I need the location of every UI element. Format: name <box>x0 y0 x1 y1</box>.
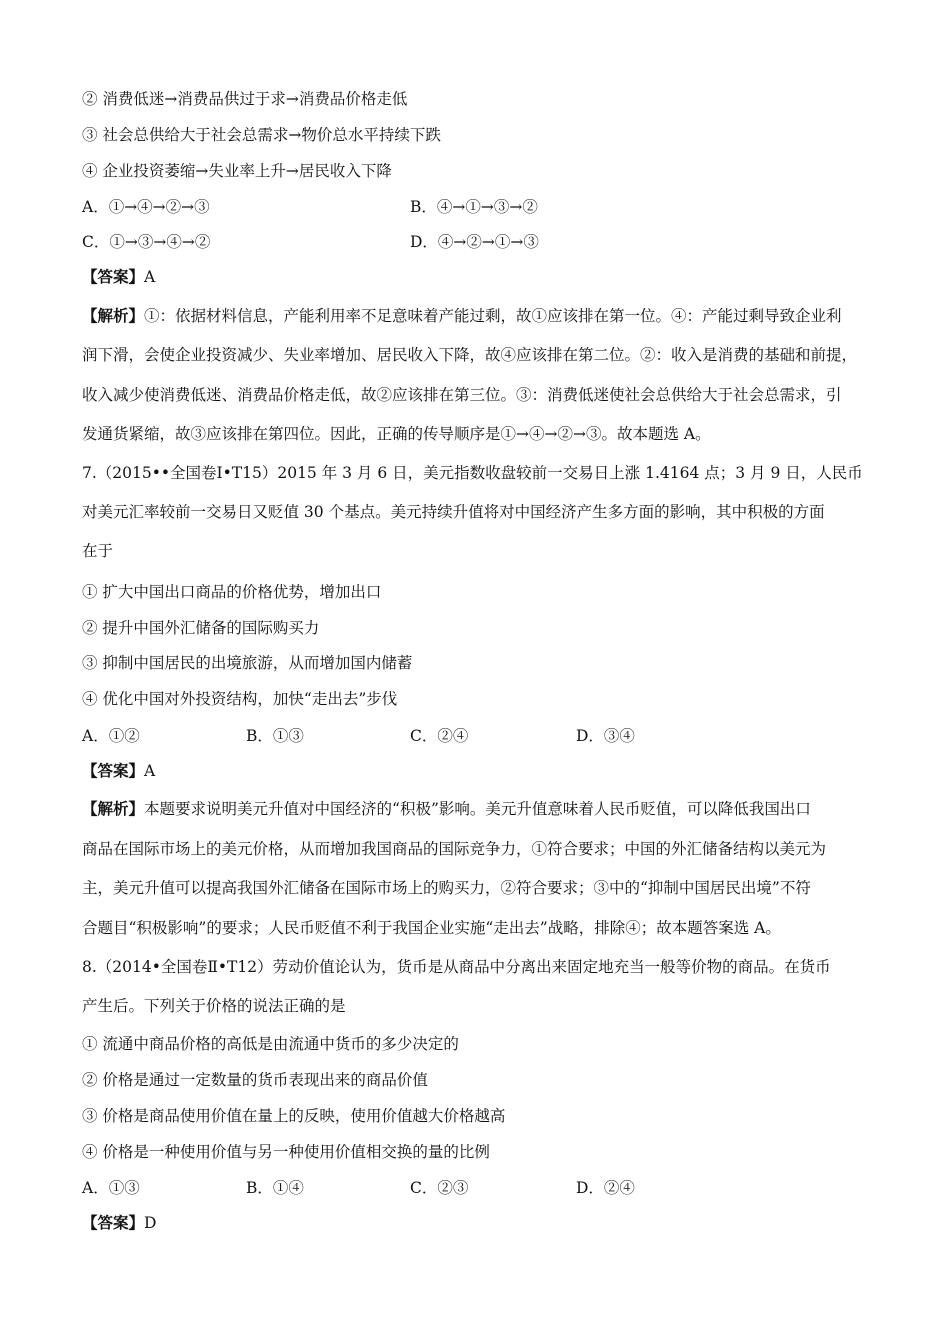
answer-value: A <box>144 268 156 286</box>
answer-label: 【答案】 <box>82 761 145 780</box>
answer-value: D <box>144 1214 157 1232</box>
q8-item-1: ① 流通中商品价格的高低是由流通中货币的多少决定的 <box>82 1035 459 1053</box>
q7-option-c: C．②④ <box>410 727 469 745</box>
q8-option-a: A．①③ <box>82 1179 140 1197</box>
q6-analysis-line-4: 发通货紧缩，故③应该排在第四位。因此，正确的传导顺序是①→④→②→③。故本题选 A。 <box>82 425 711 443</box>
answer-label: 【答案】 <box>82 267 145 286</box>
q6-option-c: C．①→③→④→② <box>82 233 211 251</box>
q7-stem-line-3: 在于 <box>82 542 114 560</box>
q7-option-b: B．①③ <box>246 727 304 745</box>
analysis-label: 【解析】 <box>82 306 145 325</box>
q7-answer <box>82 760 882 782</box>
q7-item-3: ③ 抑制中国居民的出境旅游，从而增加国内储蓄 <box>82 654 413 672</box>
q6-analysis-line-3: 收入减少使消费低迷、消费品价格走低，故②应该排在第三位。③：消费低迷使社会总供给大于社会总需求，引 <box>82 386 842 404</box>
q6-option-b: B．④→①→③→② <box>410 198 538 216</box>
answer-label: 【答案】 <box>82 1213 145 1232</box>
q8-option-b: B．①④ <box>246 1179 304 1197</box>
q6-answer <box>82 266 882 288</box>
analysis-label: 【解析】 <box>82 799 145 818</box>
q7-item-2: ② 提升中国外汇储备的国际购买力 <box>82 619 320 637</box>
q8-item-3: ③ 价格是商品使用价值在量上的反映，使用价值越大价格越高 <box>82 1107 506 1125</box>
answer-value: A <box>144 762 156 780</box>
q7-analysis-line-1 <box>82 798 882 820</box>
analysis-text: 本题要求说明美元升值对中国经济的“积极”影响。美元升值意味着人民币贬值，可以降低我国出口 <box>144 800 811 818</box>
q7-analysis-line-3: 主，美元升值可以提高我国外汇储备在国际市场上的购买力，②符合要求；③中的“抑制中国居民出境”不符 <box>82 879 811 897</box>
analysis-text: ①：依据材料信息，产能利用率不足意味着产能过剩，故①应该排在第一位。④：产能过剩导致企业利 <box>144 307 842 325</box>
q7-option-d: D．③④ <box>576 727 635 745</box>
q7-analysis-line-4: 合题目“积极影响”的要求；人民币贬值不利于我国企业实施“走出去”战略，排除④；故本题答案选 A。 <box>82 919 781 937</box>
q6-item-4: ④ 企业投资萎缩→失业率上升→居民收入下降 <box>82 162 392 180</box>
q8-item-4: ④ 价格是一种使用价值与另一种使用价值相交换的量的比例 <box>82 1143 490 1161</box>
q8-stem-line-1: 8.（2014•全国卷Ⅱ•T12）劳动价值论认为，货币是从商品中分离出来固定地充当一般等价物的商品。在货币 <box>82 958 831 976</box>
q7-option-a: A．①② <box>82 727 140 745</box>
q7-analysis-line-2: 商品在国际市场上的美元价格，从而增加我国商品的国际竞争力，①符合要求；中国的外汇储备结构以美元为 <box>82 840 827 858</box>
q6-item-2: ② 消费低迷→消费品供过于求→消费品价格走低 <box>82 90 408 108</box>
q6-analysis-line-2: 润下滑，会使企业投资减少、失业率增加、居民收入下降，故④应该排在第二位。②：收入是消费的基础和前提， <box>82 346 858 364</box>
q8-item-2: ② 价格是通过一定数量的货币表现出来的商品价值 <box>82 1071 428 1089</box>
q6-item-3: ③ 社会总供给大于社会总需求→物价总水平持续下跌 <box>82 126 441 144</box>
q6-analysis-line-1 <box>82 305 882 327</box>
q8-stem-line-2: 产生后。下列关于价格的说法正确的是 <box>82 997 346 1015</box>
q8-option-d: D．②④ <box>576 1179 635 1197</box>
q6-option-a: A．①→④→②→③ <box>82 198 210 216</box>
q8-option-c: C．②③ <box>410 1179 469 1197</box>
q7-item-4: ④ 优化中国对外投资结构，加快“走出去”步伐 <box>82 690 398 708</box>
q7-stem-line-1: 7.（2015••全国卷Ⅰ•T15）2015 年 3 月 6 日，美元指数收盘较前一交易日上涨 1.4164 点；3 月 9 日，人民币 <box>82 464 863 482</box>
q8-answer <box>82 1212 882 1234</box>
q7-item-1: ① 扩大中国出口商品的价格优势，增加出口 <box>82 583 382 601</box>
q6-option-d: D．④→②→①→③ <box>410 233 539 251</box>
q7-stem-line-2: 对美元汇率较前一交易日又贬值 30 个基点。美元持续升值将对中国经济产生多方面的影响，其中积极的方面 <box>82 503 825 521</box>
